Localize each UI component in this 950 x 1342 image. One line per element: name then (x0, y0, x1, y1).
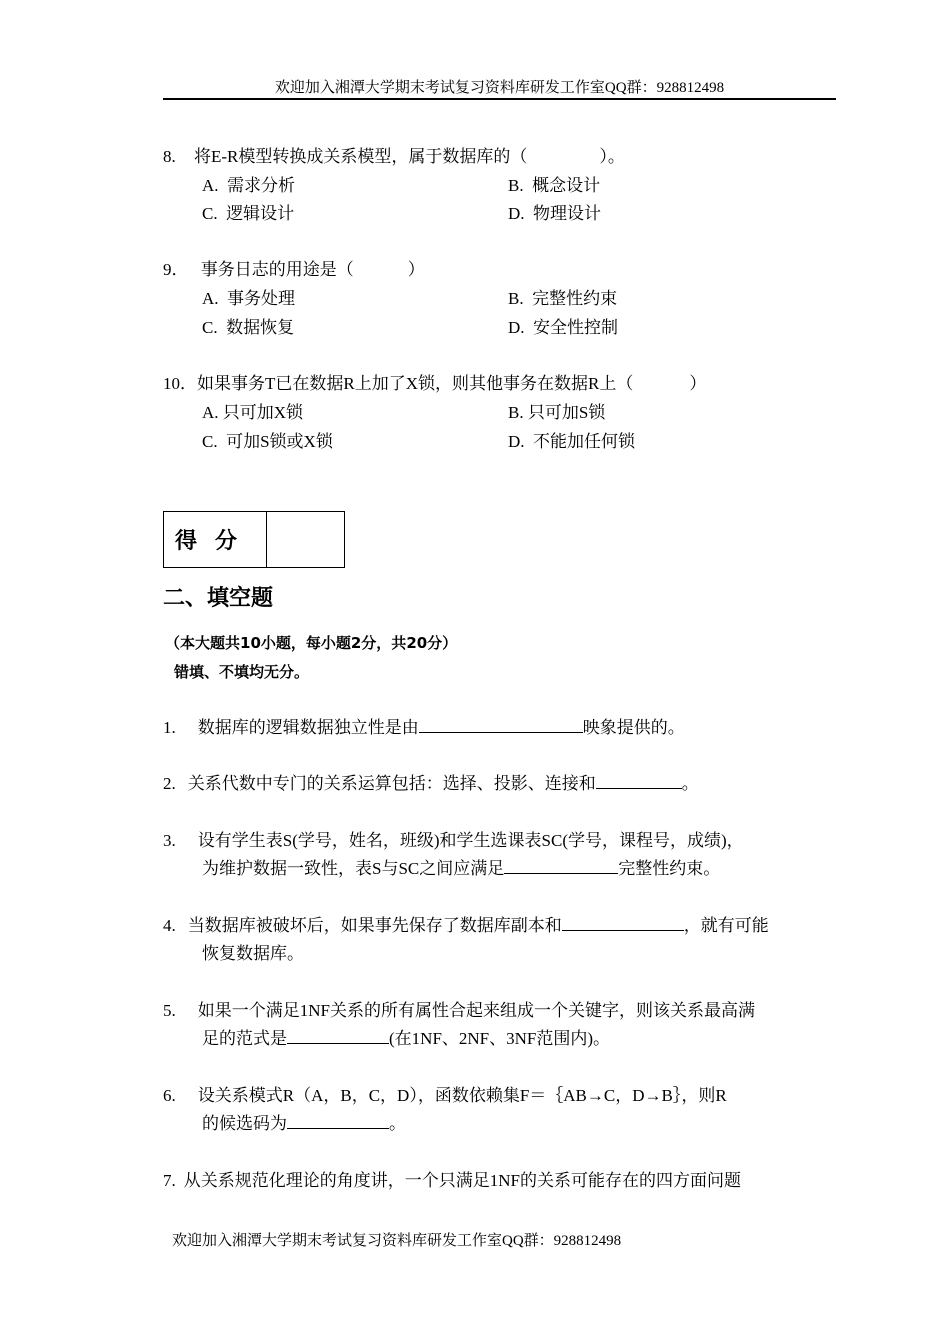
page-header: 欢迎加入湘潭大学期末考试复习资料库研发工作室QQ群：928812498 (274, 80, 725, 96)
score-box (163, 511, 345, 568)
section-title: 二、填空题 (163, 586, 274, 611)
answer-blank[interactable] (287, 1027, 389, 1044)
score-value (267, 512, 344, 567)
option-a: A. 事务处理 (202, 289, 296, 308)
question-number: 1. (163, 718, 176, 737)
fill-question-7: 7. 从关系规范化理论的角度讲，一个只满足1NF的关系可能存在的四方面问题 (163, 1171, 741, 1190)
option-d: D. 不能加任何锁 (508, 432, 636, 451)
question-number: 6. (163, 1086, 176, 1105)
answer-blank[interactable] (504, 857, 618, 874)
option-c: C. 数据恢复 (202, 318, 295, 337)
option-a: A. 只可加X锁 (202, 403, 304, 422)
question-number: 7. (163, 1171, 176, 1190)
option-d: D. 物理设计 (508, 204, 602, 223)
question-8 (163, 145, 625, 169)
fill-question-5-line2: 足的范式是 (在1NF、2NF、3NF范围内)。 (202, 1029, 611, 1048)
question-number: 2. (163, 774, 176, 793)
fill-question-3-line2: 为维护数据一致性，表S与SC之间应满足 完整性约束。 (202, 859, 721, 878)
option-b: B. 概念设计 (508, 176, 601, 195)
question-10 (163, 372, 706, 396)
question-9 (163, 258, 425, 282)
question-number: 5. (163, 1001, 176, 1020)
answer-blank[interactable] (596, 772, 682, 789)
option-c: C. 逻辑设计 (202, 204, 295, 223)
question-number: 4. (163, 916, 176, 935)
answer-blank[interactable] (419, 716, 583, 733)
fill-question-2: 2. 关系代数中专门的关系运算包括：选择、投影、连接和 。 (163, 774, 699, 793)
question-number: 3. (163, 831, 176, 850)
question-stem: 事务日志的用途是（ (200, 260, 354, 279)
question-stem: 将E-R模型转换成关系模型，属于数据库的（ (194, 147, 528, 166)
question-stem-end: ）。 (599, 147, 625, 166)
question-stem-end: ） (407, 260, 425, 279)
question-stem: 如果事务T已在数据R上加了X锁，则其他事务在数据R上（ (197, 374, 634, 393)
fill-question-6: 6. 设关系模式R（A，B，C，D），函数依赖集F＝｛AB→C，D→B｝，则R (163, 1086, 727, 1105)
option-b: B. 完整性约束 (508, 289, 618, 308)
option-d: D. 安全性控制 (508, 318, 619, 337)
question-number: 10． (163, 374, 197, 393)
fill-question-4-line2: 恢复数据库。 (202, 944, 304, 963)
option-a: A. 需求分析 (202, 176, 296, 195)
fill-question-1: 1. 数据库的逻辑数据独立性是由 映象提供的。 (163, 718, 685, 737)
question-number: 9． (163, 260, 189, 279)
header-divider (163, 98, 836, 100)
fill-question-4: 4. 当数据库被破坏后，如果事先保存了数据库副本和 ，就有可能 (163, 916, 769, 935)
question-stem-end: ） (689, 374, 707, 393)
option-b: B. 只可加S锁 (508, 403, 606, 422)
page-footer: 欢迎加入湘潭大学期末考试复习资料库研发工作室QQ群：928812498 (172, 1233, 622, 1249)
answer-blank[interactable] (287, 1112, 389, 1129)
score-label: 得分 (164, 512, 267, 567)
section-note-rule: 错填、不填均无分。 (174, 663, 310, 681)
fill-question-5: 5. 如果一个满足1NF关系的所有属性合起来组成一个关键字，则该关系最高满 (163, 1001, 755, 1020)
option-c: C. 可加S锁或X锁 (202, 432, 333, 451)
fill-question-6-line2: 的候选码为 。 (202, 1114, 406, 1133)
fill-question-3: 3. 设有学生表S(学号，姓名，班级)和学生选课表SC(学号，课程号，成绩)， (163, 831, 744, 850)
section-note-points: （本大题共10小题，每小题2分，共20分） (165, 634, 458, 652)
question-number: 8. (163, 147, 176, 166)
answer-blank[interactable] (562, 914, 684, 931)
